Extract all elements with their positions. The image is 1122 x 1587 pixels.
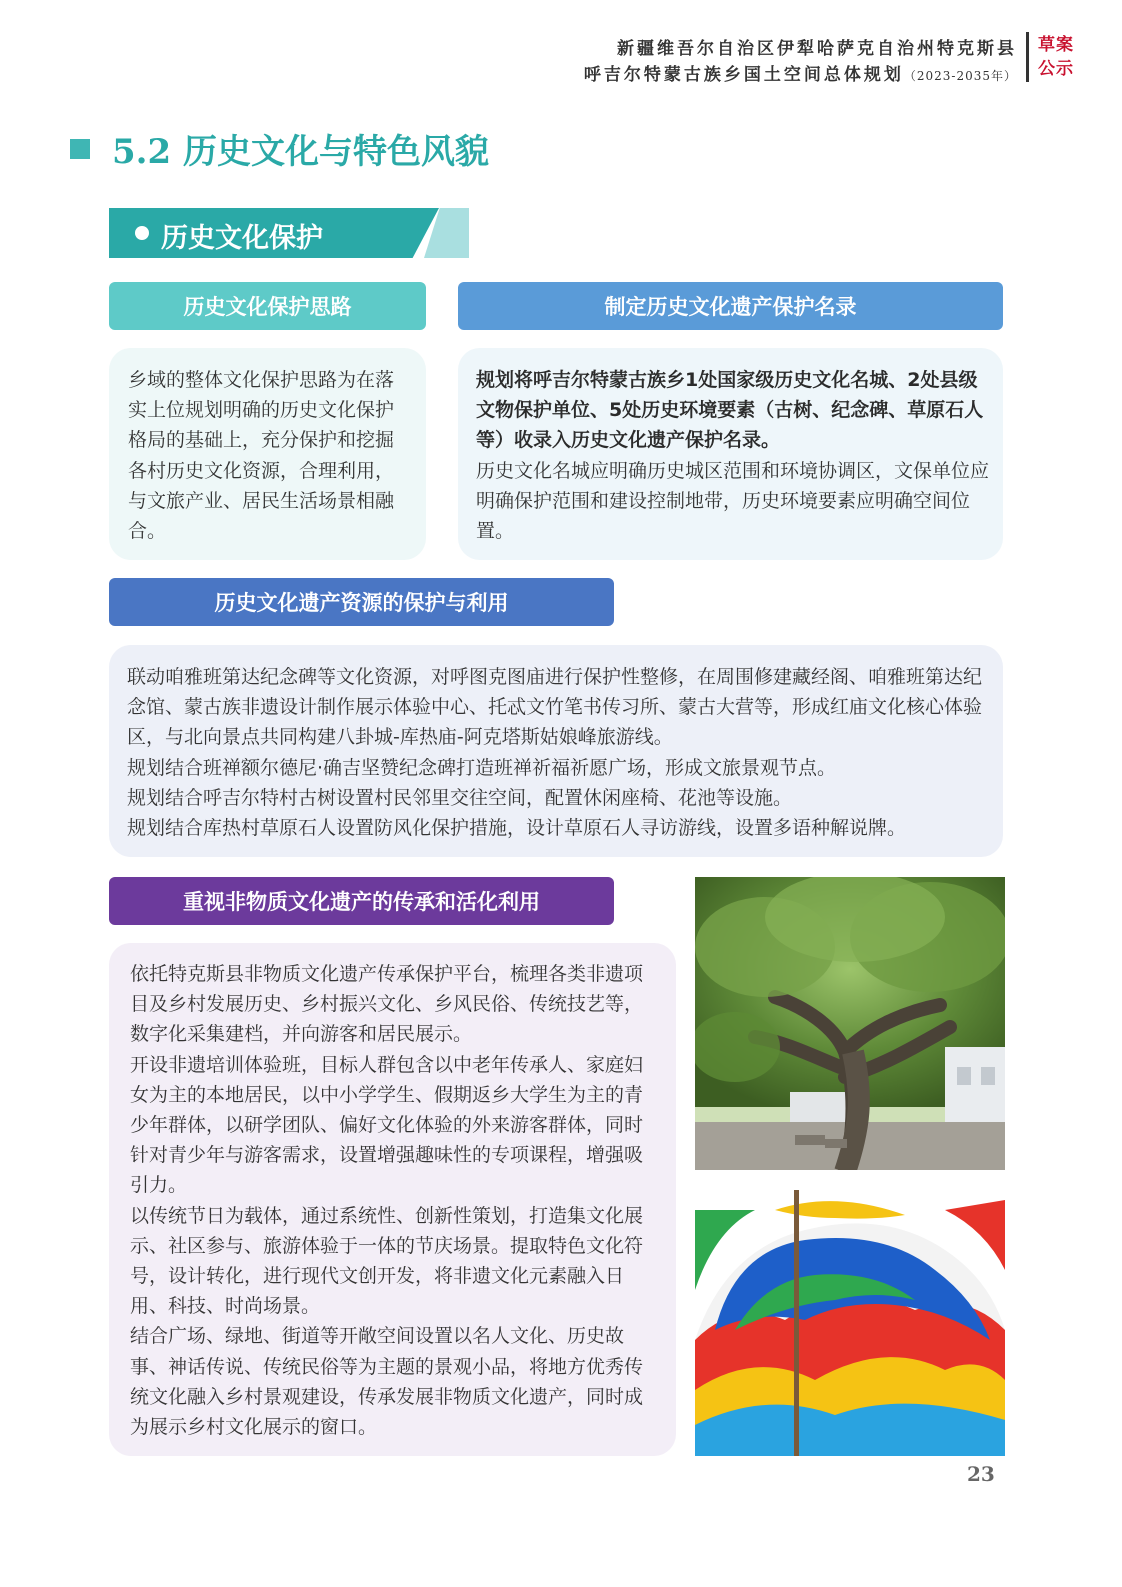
draft-stamp-line1: 草案 <box>1038 35 1074 55</box>
section-title: 5.2 历史文化与特色风貌 <box>112 132 489 172</box>
header-plan-name: 呼吉尔特蒙古族乡国土空间总体规划 <box>583 65 904 85</box>
heritage-paragraph: 联动咱雅班第达纪念碑等文化资源，对呼图克图庙进行保护性整修，在周围修建藏经阁、咱雅班第达纪念馆、蒙古族非遗设计制作展示体验中心、托忒文竹笔书传习所、蒙古大营等，形成红庙文化核心体验区，与北向景点共同构建八卦城-库热庙-阿克塔斯姑娘峰旅游线。 <box>127 666 983 749</box>
subsection-banner <box>109 208 469 258</box>
intangible-paragraph: 结合广场、绿地、街道等开敞空间设置以名人文化、历史故事、神话传说、传统民俗等为主题的景观小品，将地方优秀传统文化融入乡村景观建设，传承发展非物质文化遗产，同时成为展示乡村文化展示的窗口。 <box>130 1325 644 1439</box>
section-marker-icon <box>70 139 90 159</box>
heritage-box <box>109 645 1003 857</box>
header-title-line1: 新疆维吾尔自治区伊犁哈萨克自治州特克斯县 <box>617 39 1017 59</box>
heritage-heading: 历史文化遗产资源的保护与利用 <box>109 578 614 626</box>
heritage-paragraph: 规划结合库热村草原石人设置防风化保护措施，设计草原石人寻访游线，设置多语种解说牌。 <box>127 817 907 840</box>
protection-list-box <box>458 348 1003 560</box>
intangible-paragraph: 以传统节日为载体，通过系统性、创新性策划，打造集文化展示、社区参与、旅游体验于一体的节庆场景。提取特色文化符号，设计转化，进行现代文创开发，将非遗文化元素融入日用、科技、时尚场景。 <box>130 1204 644 1318</box>
protection-list-text: 历史文化名城应明确历史城区范围和环境协调区，文保单位应明确保护范围和建设控制地带，历史环境要素应明确空间位置。 <box>476 459 990 543</box>
intangible-heading: 重视非物质文化遗产的传承和活化利用 <box>109 877 614 925</box>
intangible-box <box>109 943 676 1456</box>
bullet-dot-icon <box>135 226 149 240</box>
heritage-paragraph: 规划结合呼吉尔特村古树设置村民邻里交往空间，配置休闲座椅、花池等设施。 <box>127 786 793 809</box>
header-title-line2 <box>584 60 1017 85</box>
prayer-flags-illustration <box>695 1190 1005 1456</box>
approach-box <box>109 348 426 560</box>
protection-list-bold-text: 规划将呼吉尔特蒙古族乡1处国家级历史文化名城、2处县级文物保护单位、5处历史环境要素（古树、纪念碑、草原石人等）收录入历史文化遗产保护名录。 <box>476 369 984 452</box>
intangible-paragraph: 依托特克斯县非物质文化遗产传承保护平台，梳理各类非遗项目及乡村发展历史、乡村振兴文化、乡风民俗、传统技艺等，数字化采集建档，并向游客和居民展示。 <box>130 963 644 1046</box>
protection-list-heading: 制定历史文化遗产保护名录 <box>458 282 1003 330</box>
draft-stamp-line2: 公示 <box>1038 59 1074 79</box>
page-number: 23 <box>967 1462 995 1486</box>
approach-text: 乡域的整体文化保护思路为在落实上位规划明确的历史文化保护格局的基础上，充分保护和挖掘各村历史文化资源，合理利用，与文旅产业、居民生活场景相融合。 <box>128 369 395 543</box>
intangible-paragraph: 开设非遗培训体验班，目标人群包含以中老年传承人、家庭妇女为主的本地居民，以中小学学生、假期返乡大学生为主的青少年群体，以研学团队、偏好文化体验的外来游客群体，同时针对青少年与游客需求，设置增强趣味性的专项课程，增强吸引力。 <box>130 1053 644 1197</box>
banner-title: 历史文化保护 <box>161 223 323 254</box>
ancient-tree-illustration <box>695 877 1005 1170</box>
approach-heading: 历史文化保护思路 <box>109 282 426 330</box>
header-plan-years: （2023-2035年） <box>903 69 1017 83</box>
draft-stamp <box>1038 33 1074 81</box>
header-divider <box>1026 32 1029 82</box>
heritage-paragraph: 规划结合班禅额尔德尼·确吉坚赞纪念碑打造班禅祈福祈愿广场，形成文旅景观节点。 <box>127 756 837 779</box>
ancient-tree-photo <box>695 877 1005 1170</box>
prayer-flags-photo <box>695 1190 1005 1456</box>
